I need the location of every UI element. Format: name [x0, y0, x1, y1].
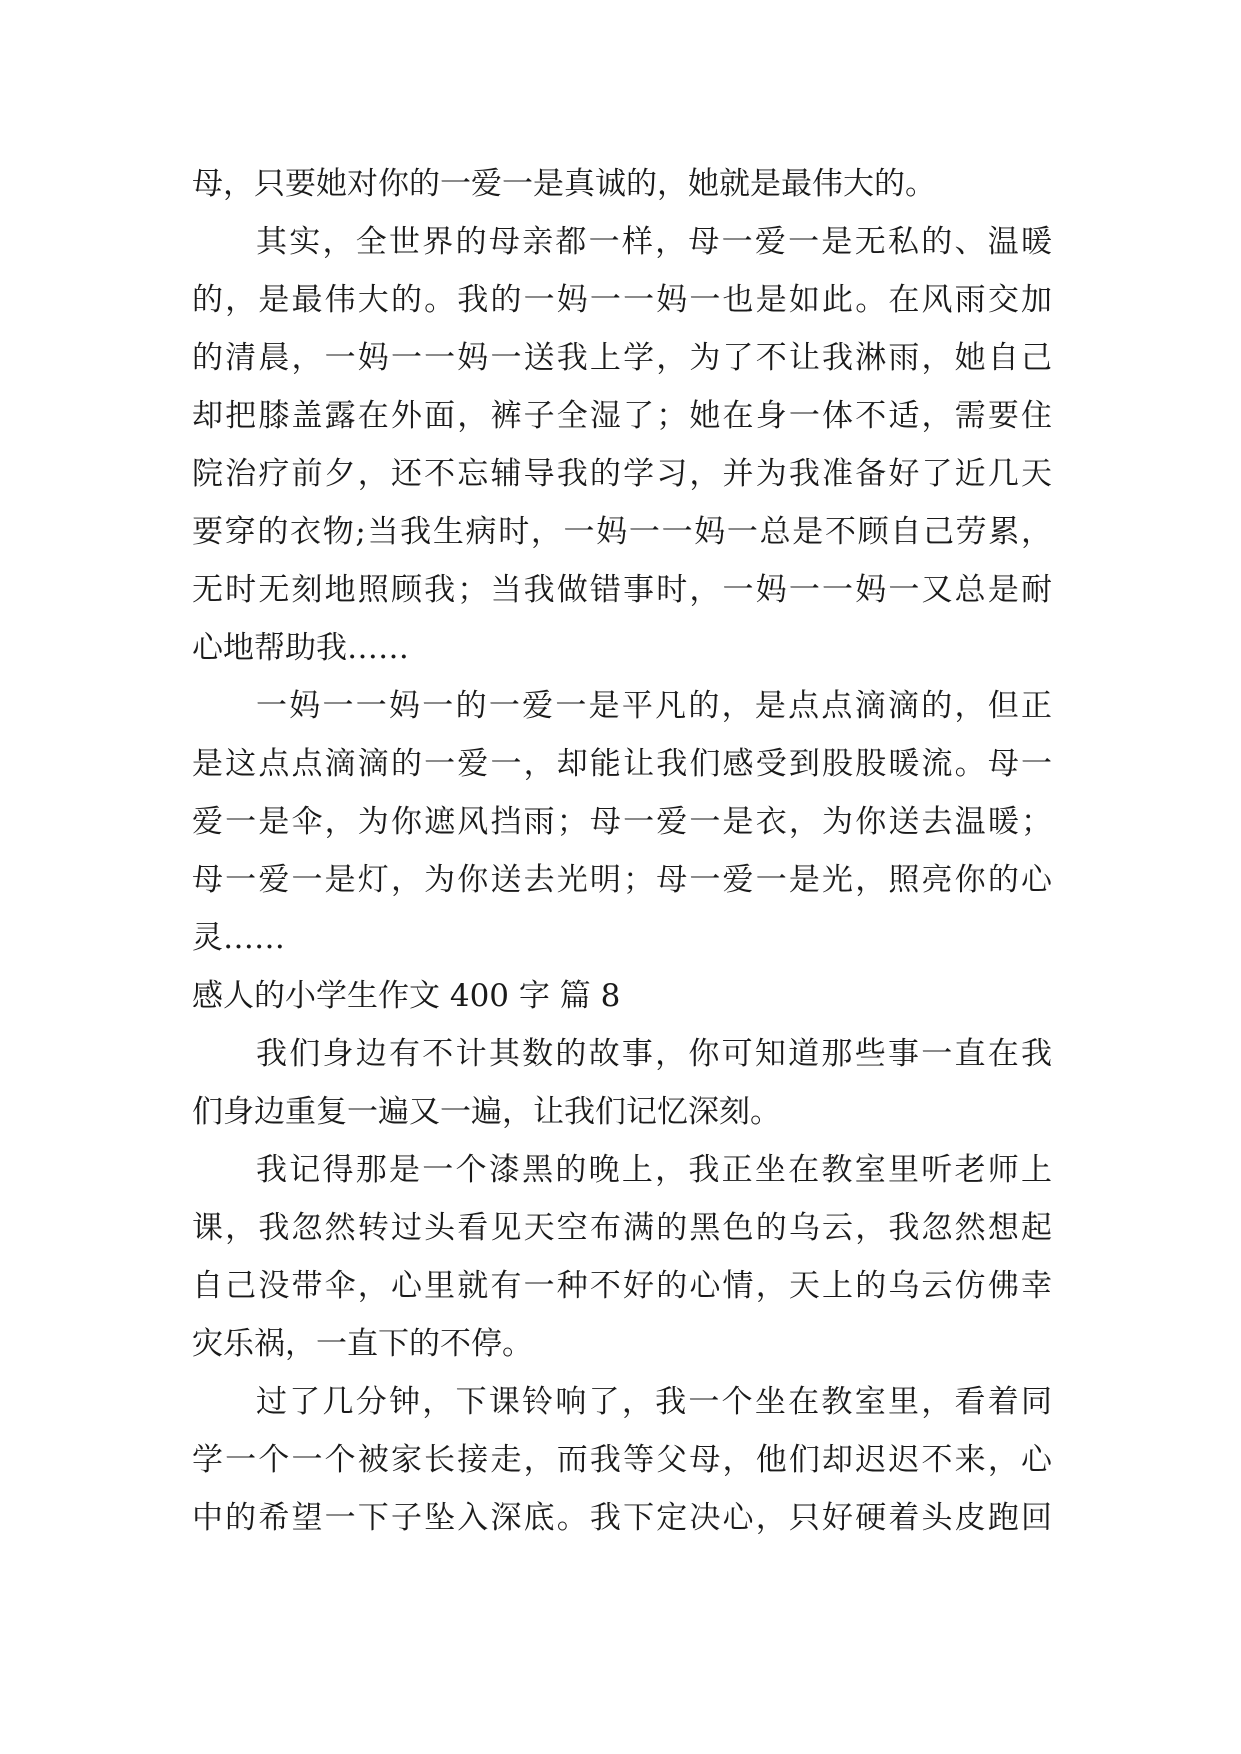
text-line: 中的希望一下子坠入深底。我下定决心，只好硬着头皮跑回: [192, 1500, 1052, 1536]
text-line: 无时无刻地照顾我；当我做错事时，一妈一一妈一又总是耐: [192, 572, 1052, 608]
text-line: 爱一是伞，为你遮风挡雨；母一爱一是衣，为你送去温暖；: [192, 804, 1052, 840]
text-line: 母，只要她对你的一爱一是真诚的，她就是最伟大的。: [192, 166, 936, 202]
text-line: 课，我忽然转过头看见天空布满的黑色的乌云，我忽然想起: [192, 1210, 1052, 1246]
text-line: 的，是最伟大的。我的一妈一一妈一也是如此。在风雨交加: [192, 282, 1052, 318]
paragraph-first-line: 我们身边有不计其数的故事，你可知道那些事一直在我: [256, 1036, 1052, 1072]
section-heading: 感人的小学生作文 400 字 篇 8: [192, 978, 621, 1014]
text-line: 的清晨，一妈一一妈一送我上学，为了不让我淋雨，她自己: [192, 340, 1052, 376]
text-line: 灾乐祸，一直下的不停。: [192, 1326, 533, 1362]
text-line: 们身边重复一遍又一遍，让我们记忆深刻。: [192, 1094, 781, 1130]
text-line: 灵……: [192, 920, 285, 956]
text-line: 要穿的衣物;当我生病时，一妈一一妈一总是不顾自己劳累，: [192, 514, 1052, 550]
paragraph-first-line: 一妈一一妈一的一爱一是平凡的，是点点滴滴的，但正: [256, 688, 1052, 724]
text-line: 母一爱一是灯，为你送去光明；母一爱一是光，照亮你的心: [192, 862, 1052, 898]
text-line: 学一个一个被家长接走，而我等父母，他们却迟迟不来，心: [192, 1442, 1052, 1478]
text-line: 心地帮助我……: [192, 630, 409, 666]
paragraph-first-line: 其实，全世界的母亲都一样，母一爱一是无私的、温暖: [256, 224, 1052, 260]
text-line: 院治疗前夕，还不忘辅导我的学习，并为我准备好了近几天: [192, 456, 1052, 492]
paragraph-first-line: 我记得那是一个漆黑的晚上，我正坐在教室里听老师上: [256, 1152, 1052, 1188]
text-line: 却把膝盖露在外面，裤子全湿了；她在身一体不适，需要住: [192, 398, 1052, 434]
text-line: 自己没带伞，心里就有一种不好的心情，天上的乌云仿佛幸: [192, 1268, 1052, 1304]
text-line: 是这点点滴滴的一爱一，却能让我们感受到股股暖流。母一: [192, 746, 1052, 782]
essay-body: [192, 155, 1052, 1547]
paragraph-first-line: 过了几分钟，下课铃响了，我一个坐在教室里，看着同: [256, 1384, 1052, 1420]
